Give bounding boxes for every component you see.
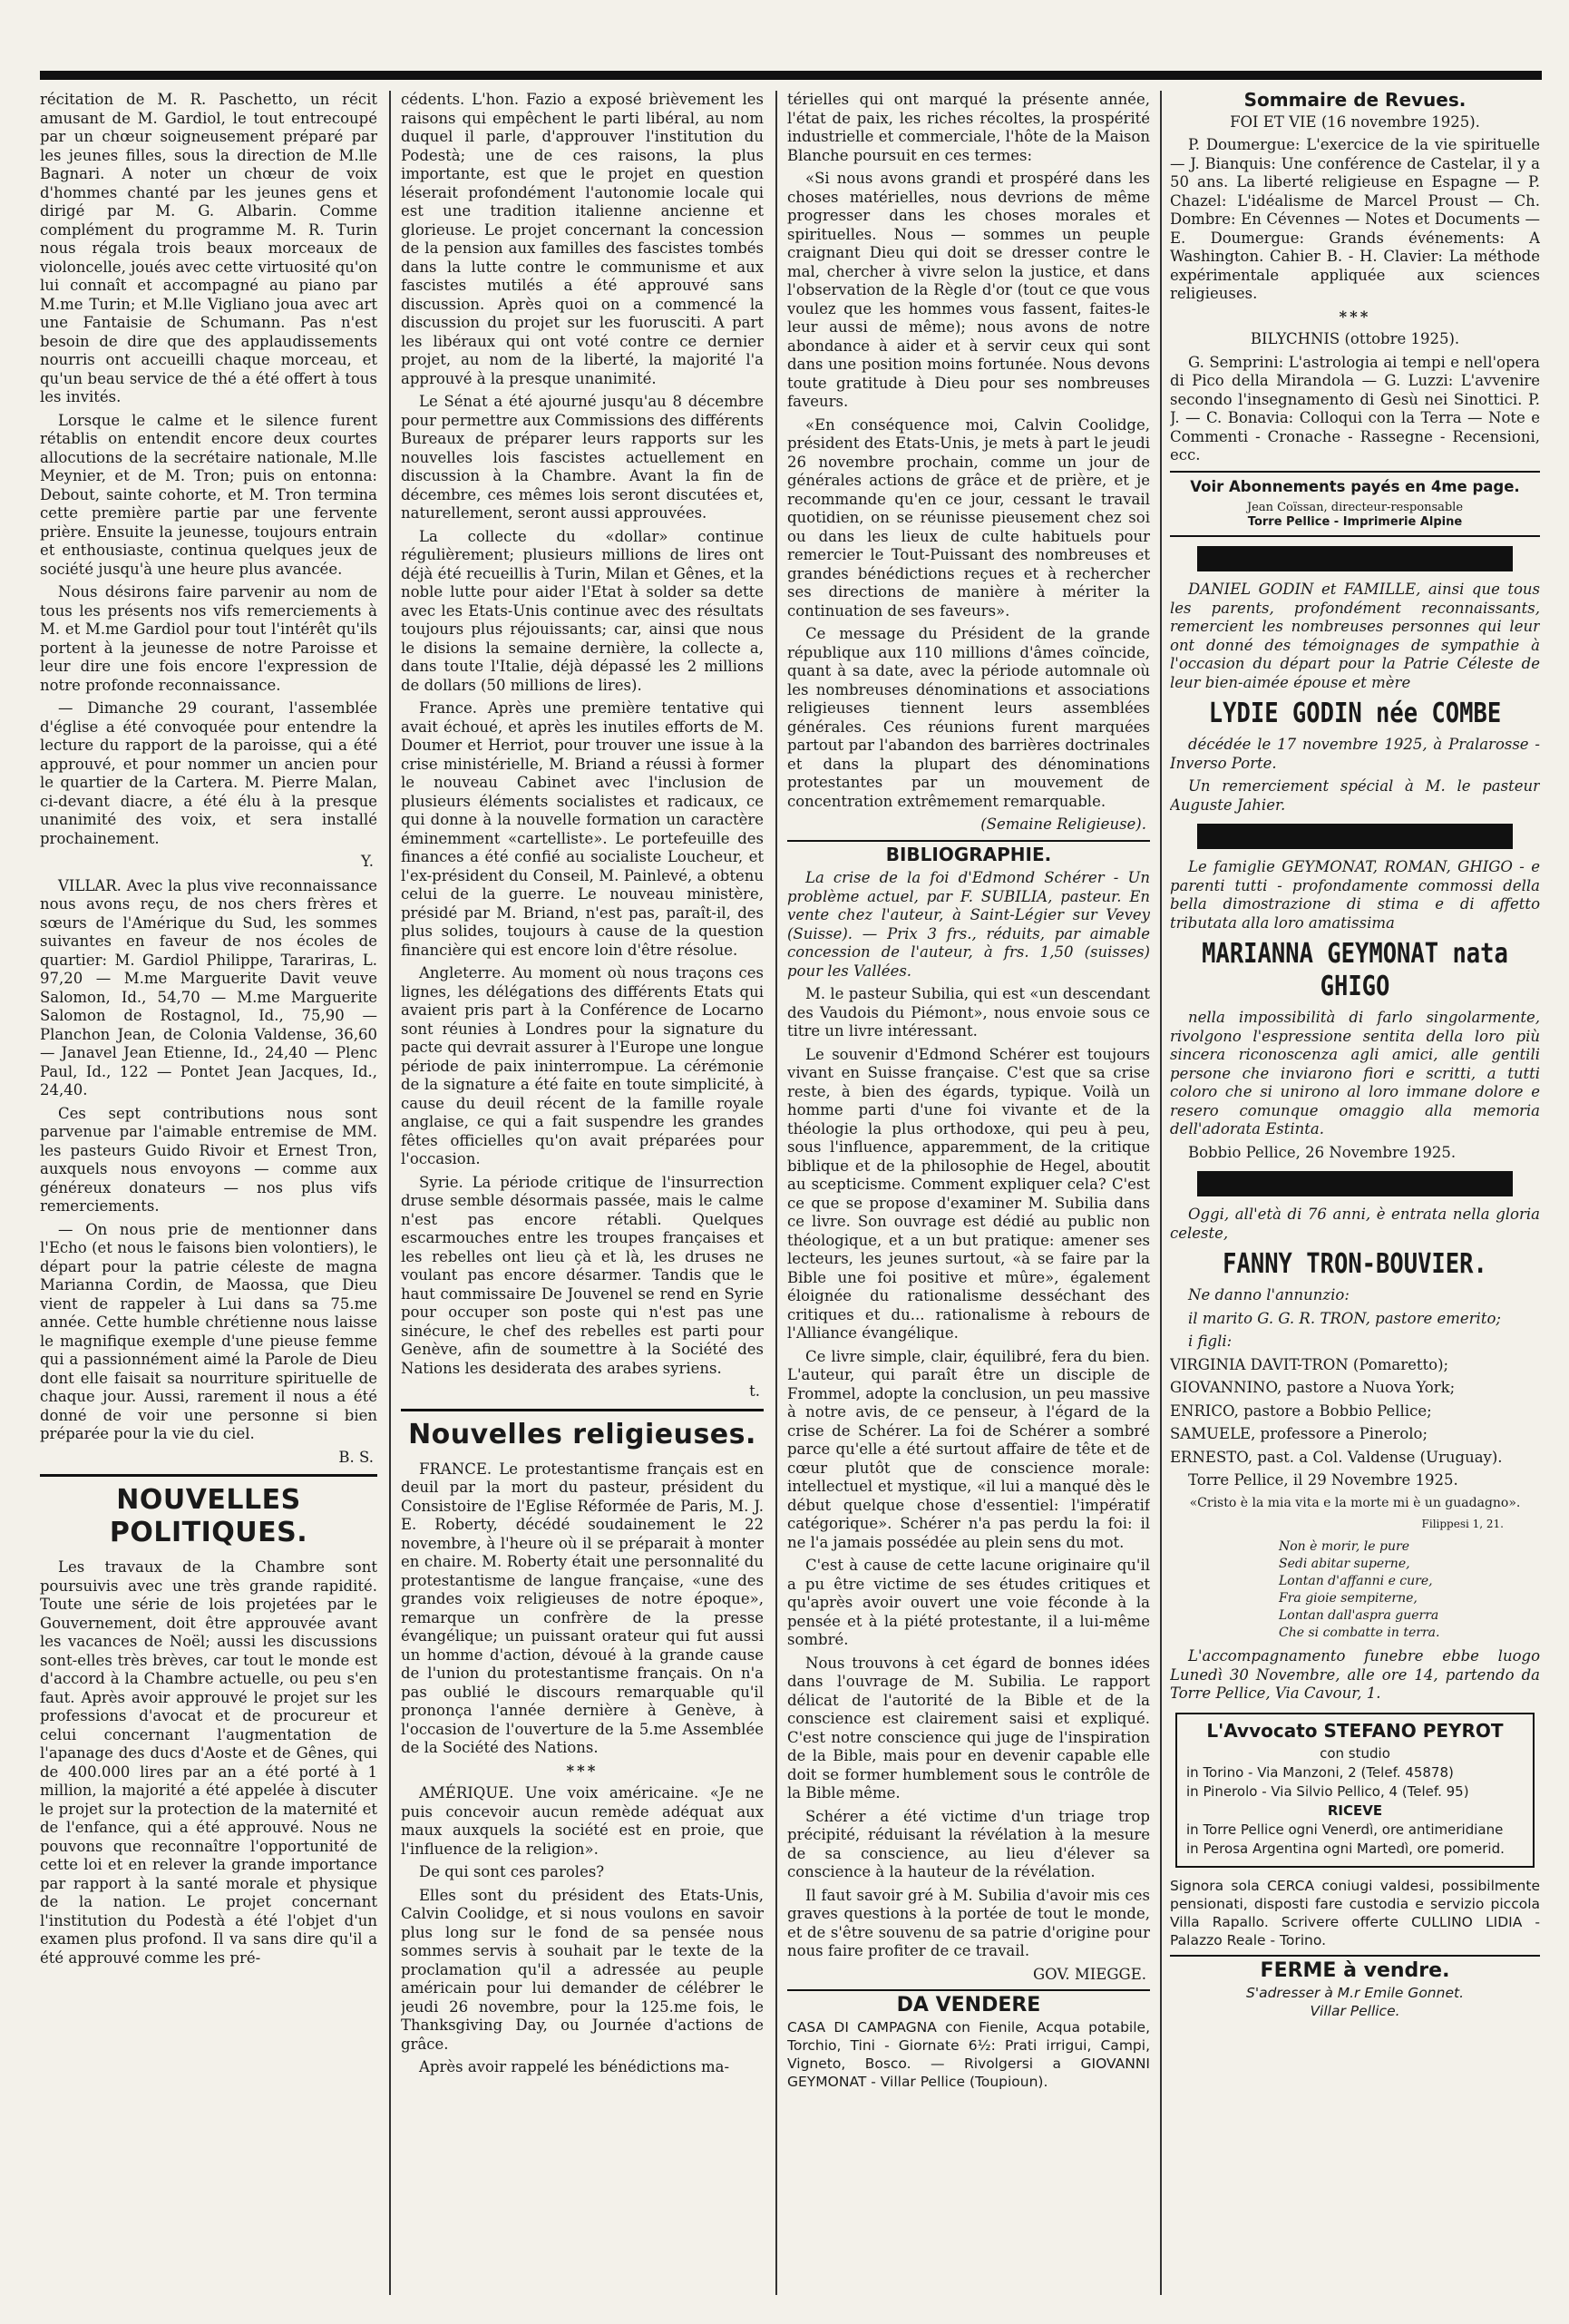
ad-ferme bbox=[1170, 1958, 1540, 2020]
section-heading-religieuses: Nouvelles religieuses. bbox=[408, 1418, 756, 1450]
ad-text: in Perosa Argentina ogni Martedì, ore pomerid. bbox=[1186, 1840, 1505, 1857]
column-divider bbox=[1160, 91, 1162, 2295]
article-text: cédents. L'hon. Fazio a exposé brièvement les raisons qui empêchent le parti libéral, au nom duquel il parle, d'approuver l'institution du Podestà; une de ces raisons, la plus importante, est que le projet en question léserait profondément l'autonomie locale qui est une tradition italienne ancienne et glorieuse. Le projet concernant la concession de la pension aux familles des fascistes tombés dans la lutte contre le communisme et aux fascistes mutilés a été approuvé sans discussion. Après quoi on a commencé la discussion du projet sur les fuorusciti. A part les libéraux qui ont voté contre ce dernier projet, au nom de la liberté, la majorité l'a approuvé à la presque unanimité. bbox=[401, 91, 764, 387]
section-divider bbox=[401, 1409, 764, 1411]
section-divider bbox=[40, 1474, 377, 1477]
obituary-godin-text: DANIEL GODIN et FAMILLE, ainsi que tous les parents, profondément reconnaissants, remercient les nombreuses personnes qui leur ont donné des témoignages de sympathie à l'occasion du départ pour la Patrie Céleste de leur bien-aimée épouse et mère bbox=[1170, 581, 1540, 691]
ad-text: Signora sola CERCA coniugi valdesi, possibilmente pensionati, disposti fare custodia e servizio piccola Villa Rapallo. Scrivere offerte CULLINO LIDIA - Palazzo Reale - Torino. bbox=[1170, 1877, 1540, 1948]
subscriptions-note: Voir Abonnements payés en 4me page. bbox=[1190, 477, 1520, 495]
ad-text: in Torino - Via Manzoni, 2 (Telef. 45878) bbox=[1186, 1763, 1454, 1781]
article-text: Le souvenir d'Edmond Schérer est toujours vivant en Suisse française. C'est que sa crise reste, à bien des égards, typique. Voilà un homme parti d'une foi vivante et de la théologie la plus orthodoxe, qui peu à peu, sous l'influence, apparemment, de la critique biblique et de la philosophie de Hegel, aboutit au scepticisme. Comment expliquer cela? C'est ce que se propose d'examiner M. Subilia dans ce livre. Son ouvrage est dédié au public non théologique, et a un but pratique: amener ses lecteurs, les jeunes surtout, «à se faire par la Bible une foi positive et mûre», également éloignée du rationalisme desséchant des critiques et du... rationalisme à rebours de l'Alliance évangélique. bbox=[787, 1045, 1150, 1342]
obituary-tron-child: GIOVANNINO, pastore a Nuova York; bbox=[1170, 1379, 1456, 1396]
article-text: De qui sont ces paroles? bbox=[419, 1863, 605, 1880]
article-text: Nous désirons faire parvenir au nom de tous les présents nos vifs remerciements à M. et M.me Gardiol pour tout l'intérêt qu'ils portent à la jeunesse de notre Paroisse et leur dire une fois encore l'expression de notre profonde reconnaissance. bbox=[40, 583, 377, 694]
column-1 bbox=[40, 91, 377, 2295]
column-2 bbox=[401, 91, 764, 2295]
section-heading-bibliographie: BIBLIOGRAPHIE. bbox=[787, 840, 1150, 864]
obituary-ghigo-text: Le famiglie GEYMONAT, ROMAN, GHIGO - e parenti tutti - profondamente commossi della bella dimostrazione di stima e di affetto tributata alla loro amatissima bbox=[1170, 858, 1540, 932]
article-text: Le Sénat a été ajourné jusqu'au 8 décembre pour permettre aux Commissions des différents Bureaux de préparer leurs rapports sur les nouvelles lois fascistes actuellement en discussion à la Chambre. Avant la fin de décembre, ces mêmes lois seront discutées et, naturellement, seront aussi approuvées. bbox=[401, 393, 764, 522]
stars-separator: *** bbox=[566, 1762, 599, 1780]
section-heading-politiques: NOUVELLES POLITIQUES. bbox=[109, 1484, 308, 1548]
mourning-bar bbox=[1197, 1171, 1513, 1196]
ad-divider bbox=[787, 1989, 1150, 1991]
article-text: récitation de M. R. Paschetto, un récit amusant de M. Gardiol, le tout entrecoupé par un chœur soigneusement préparé par les jeunes filles, sous la direction de M.lle Bagnari. A noter un chœur de voix d'hommes chanté par les jeunes gens et dirigé par M. G. Albarin. Comme complément du programme M. R. Turin nous régala trois beaux morceaux de violoncelle, joués avec cette virtuosité qu'on lui connaît et accompagné au piano par M.me Turin; et M.lle Vigliano joua avec art une Fantaisie de Schumann. Pas n'est besoin de dire que des applaudissements nourris ont accueilli chaque morceau, et qu'un beau service de thé a été offert à tous les invités. bbox=[40, 91, 377, 405]
article-text: Schérer a été victime d'un triage trop précipité, réduisant la révélation à la mesure de sa conscience, au lieu d'élever sa conscience à la hauteur de la révélation. bbox=[787, 1807, 1150, 1880]
obituary-godin-date: décédée le 17 novembre 1925, à Pralarosse - Inverso Porte. bbox=[1170, 736, 1540, 772]
mourning-bar bbox=[1197, 546, 1513, 571]
article-text: «Si nous avons grandi et prospéré dans les choses matérielles, nous devrions de même progresser dans les choses morales et spirituelles. Nous — sommes un peuple craignant Dieu qui doit se dresser contre le mal, chercher à vivre selon la justice, et dans l'observation de la Règle d'or (tout ce que vous voulez que les hommes vous fassent, faites-le leur aussi de même); nous avons de notre abondance à aider et à servir ceux qui sont dans une position moins fortunée. Nous devons toute gratitude à Dieu pour ses nombreuses faveurs. bbox=[787, 170, 1150, 410]
article-text: AMÉRIQUE. Une voix américaine. «Je ne puis concevoir aucun remède adéquat aux maux auxquels la société est en proie, que l'influence de la religion». bbox=[401, 1784, 764, 1858]
section-heading-sommaire: Sommaire de Revues. bbox=[1243, 91, 1467, 111]
article-text: Ce message du Président de la grande république aux 110 millions d'âmes coïncide, quant à sa date, avec la période automnale où les nombreuses dénominations et associations religieuses tiennent leurs assemblées générales. Ces réunions furent marquées partout par l'abandon des barrières doctrinales et dans la plupart des dénominations protestantes par un mouvement de concentration extrêmement remarquable. bbox=[787, 625, 1150, 810]
ad-title: DA VENDERE bbox=[896, 1994, 1041, 2016]
poem-line: Non è morir, le pure bbox=[1279, 1539, 1409, 1554]
bible-quote: «Cristo è la mia vita e la morte mi è un guadagno». bbox=[1189, 1495, 1521, 1510]
ad-avvocato bbox=[1175, 1713, 1535, 1868]
poem-line: Fra gioie sempiterne, bbox=[1279, 1591, 1418, 1606]
poem bbox=[1170, 1538, 1540, 1642]
ad-text: S'adresser à M.r Emile Gonnet. bbox=[1245, 1984, 1464, 2001]
article-text: Les travaux de la Chambre sont poursuivis avec une très grande rapidité. Toute une série de lois projetées par le Gouvernement, doit être approuvée avant les vacances de Noël; aussi les discussions sont-elles très brèves, car tout le monde est d'accord à la Chambre actuelle, ou peu s'en faut. Après avoir approuvé le projet sur les professions d'avocat et de procureur et celui concernant l'augmentation de l'apanage des ducs d'Aoste et de Gênes, qui de 400.000 lires par an a été porté à 1 million, la majorité a été appelée à discuter le projet sur la protection de la maternité et de l'enfance, qui a été approuvé. Nous ne pouvons que reconnaître l'opportunité de cette loi et en relever la grande importance par rapport à la santé morale et physique de la nation. Le projet concernant l'institution du Podestà a été l'objet d'un examen plus profond. Il va sans dire qu'il a été approuvé comme les pré- bbox=[40, 1558, 377, 1967]
article-text: Syrie. La période critique de l'insurrection druse semble désormais passée, mais le calme n'est pas encore rétabli. Quelques escarmouches entre les troupes françaises et les rebelles ont lieu çà et là, les druses ne voulant pas encore désarmer. Tandis que le haut commissaire De Jouvenel se rend en Syrie pour occuper son poste qui n'est pas une sinécure, le chef des rebelles est parti pour Genève, afin de soumettre à la Société des Nations les desiderata des arabes syriens. bbox=[401, 1173, 764, 1377]
article-text: «En conséquence moi, Calvin Coolidge, président des Etats-Unis, je mets à part le jeudi 26 novembre prochain, comme un jour de générales actions de grâce et de prière, et je recommande qu'en ce jour, cessant le travail quotidien, on se réunisse pieusement chez soi ou dans les lieux de culte habituels pour remercier le Tout-Puissant des nombreuses et grandes bénédictions reçues et à rechercher ses directions de manière à mériter la continuation de ses faveurs». bbox=[787, 415, 1150, 620]
article-text: Elles sont du président des Etats-Unis, Calvin Coolidge, et si nous voulons en savoir plus long sur le fond de sa pensée nous sommes servis à souhait par le texte de la proclamation qu'il a adressée au peuple américain pour lui demander de célébrer le jeudi 26 novembre, pour la 125.me fois, le Thanksgiving Day, ou Journée d'actions de grâce. bbox=[401, 1886, 764, 2053]
ad-title: L'Avvocato STEFANO PEYROT bbox=[1206, 1719, 1504, 1742]
ad-title: FERME à vendre. bbox=[1260, 1958, 1450, 1982]
review-heading: FOI ET VIE (16 novembre 1925). bbox=[1230, 112, 1480, 131]
stars-separator: *** bbox=[1339, 308, 1371, 326]
signature: t. bbox=[749, 1382, 760, 1400]
ad-text: Villar Pellice. bbox=[1310, 2002, 1400, 2019]
poem-line: Che si combatte in terra. bbox=[1279, 1626, 1440, 1640]
obituary-ghigo-message: nella impossibilità di farlo singolarmente, rivolgono l'espressione sentita della loro più sincera riconoscenza agli amici, alle gentili persone che inviarono fiori e scritti, a tutti coloro che si unirono al loro immane dolore e resero comunque omaggio alla memoria dell'adorata Estinta. bbox=[1170, 1009, 1540, 1138]
column-divider bbox=[389, 91, 391, 2295]
ad-divider bbox=[1170, 1955, 1540, 1957]
ad-text: RICEVE bbox=[1327, 1802, 1383, 1819]
mourning-bar bbox=[1197, 824, 1513, 849]
column-divider bbox=[775, 91, 777, 2295]
ad-signora bbox=[1170, 1877, 1540, 1949]
review-text: P. Doumergue: L'exercice de la vie spirituelle — J. Bianquis: Une conférence de Castelar, il y a 50 ans. La liberté religieuse en Espagne — P. Chazel: L'idéalisme de Marcel Proust — Ch. Dombre: En Cévennes — Notes et Documents — E. Doumergue: Grands événements: A Washington. Cahier B. - H. Clavier: La méthode expérimentale appliquée aux sciences religieuses. bbox=[1170, 136, 1540, 302]
article-text: Lorsque le calme et le silence furent rétablis on entendit encore deux courtes allocutions de la secrétaire nationale, M.lle Meynier, et de M. Tron; puis on entonna: Debout, sainte cohorte, et M. Tron termina cette première partie par une fervente prière. Ensuite la jeunesse, toujours entrain et enthousiaste, continua quelques jeux de société jusqu'à une heure plus avancée. bbox=[40, 411, 377, 578]
article-text: Ces sept contributions nous sont parvenue par l'aimable entremise de MM. les pasteurs Guido Rivoir et Ernest Tron, auxquels nous envoyons — comme aux généreux donateurs — nos plus vifs remerciements. bbox=[40, 1104, 377, 1215]
poem-line: Sedi abitar superne, bbox=[1279, 1557, 1410, 1571]
signature: Y. bbox=[360, 853, 374, 870]
signature: B. S. bbox=[338, 1448, 374, 1466]
poem-line: Lontan d'affanni e cure, bbox=[1279, 1574, 1433, 1588]
article-text: La collecte du «dollar» continue régulièrement; plusieurs millions de lires ont déjà été recueillis à Turin, Milan et Gênes, et la noble lutte pour aider l'Etat à solder sa dette avec les Etats-Unis continue avec des résultats toujours plus réjouissants; car, ainsi que nous le disions la semaine dernière, la collecte a, dans toute l'Italie, déjà dépassé les 2 millions de dollars (50 millions de lires). bbox=[401, 527, 764, 694]
obituary-tron-name: FANNY TRON-BOUVIER. bbox=[1223, 1248, 1487, 1280]
article-text: Après avoir rappelé les bénédictions ma- bbox=[419, 2058, 730, 2075]
ad-text: con studio bbox=[1320, 1744, 1390, 1762]
ad-text: in Pinerolo - Via Silvio Pellico, 4 (Telef. 95) bbox=[1186, 1782, 1469, 1800]
column-4 bbox=[1170, 91, 1540, 2295]
article-text: Ce livre simple, clair, équilibré, fera du bien. L'auteur, qui paraît être un disciple de Frommel, adopte la conclusion, un peu massive à notre avis, de ce penseur, à l'égard de la crise de Schérer. La foi de Schérer a sombré parce qu'elle a été surtout affaire de tête et de cœur plutôt que de conscience morale: intellectuel et mystique, «il lui a manqué dès le début quelque chose d'essentiel: l'impératif catégorique». Schérer n'a pas perdu la foi: il ne l'a jamais possédée au plein sens du mot. bbox=[787, 1347, 1150, 1551]
article-text: térielles qui ont marqué la présente année, l'état de paix, les riches récoltes, la prospérité industrielle et commerciale, l'hôte de la Maison Blanche poursuit en ces termes: bbox=[787, 91, 1150, 164]
ad-text: CASA DI CAMPAGNA con Fienile, Acqua potabile, Torchio, Tini - Giornate 6½: Prati irrigui, Campi, Vigneto, Bosco. — Rivolgersi a GIOVANNI GEYMONAT - Villar Pellice (Toupioun). bbox=[787, 2019, 1150, 2090]
article-text: C'est à cause de cette lacune originaire qu'il a pu être victime de ses études critiques et qu'après avoir ouvert une voie féconde à la pensée et à la piété protestante, il a lui-même sombré. bbox=[787, 1557, 1150, 1648]
printer-credit: Torre Pellice - Imprimerie Alpine bbox=[1247, 515, 1463, 529]
ad-text: in Torre Pellice ogni Venerdì, ore antimeridiane bbox=[1186, 1821, 1504, 1838]
book-reference: La crise de la foi d'Edmond Schérer - Un problème actuel, par F. SUBILIA, pasteur. En vente chez l'auteur, à Saint-Légier sur Vevey (Suisse). — Prix 3 frs., réduits, par aimable concession de l'auteur, à frs. 1,50 (suisses) pour les Vallées. bbox=[787, 869, 1150, 980]
review-heading: BILYCHNIS (ottobre 1925). bbox=[1250, 330, 1460, 347]
obituary-tron-child: ENRICO, pastore a Bobbio Pellice; bbox=[1170, 1401, 1432, 1420]
poem-line: Lontan dall'aspra guerra bbox=[1279, 1608, 1439, 1623]
obituary-tron-husband: il marito G. G. R. TRON, pastore emerito; bbox=[1188, 1309, 1501, 1327]
top-rule bbox=[40, 71, 1542, 80]
obituary-godin-thanks: Un remerciement spécial à M. le pasteur Auguste Jahier. bbox=[1170, 777, 1540, 814]
obituary-tron-children-label: i figli: bbox=[1188, 1333, 1233, 1350]
article-text: M. le pasteur Subilia, qui est «un descendant des Vaudois du Piémont», nous envoie sous ce titre un livre intéressant. bbox=[787, 985, 1150, 1040]
signature: GOV. MIEGGE. bbox=[1032, 1965, 1146, 1983]
obituary-tron-text: Oggi, all'età di 76 anni, è entrata nella gloria celeste, bbox=[1170, 1206, 1540, 1242]
obituary-tron-child: ERNESTO, past. a Col. Valdense (Uruguay). bbox=[1170, 1448, 1503, 1466]
director-credit: Jean Coïssan, directeur-responsable bbox=[1246, 501, 1464, 514]
obituary-godin-name: LYDIE GODIN née COMBE bbox=[1208, 698, 1502, 729]
source-credit: (Semaine Religieuse). bbox=[980, 815, 1146, 833]
obituary-tron-annunzio: Ne danno l'annunzio: bbox=[1188, 1286, 1350, 1304]
column-3 bbox=[787, 91, 1150, 2295]
review-text: G. Semprini: L'astrologia ai tempi e nell'opera di Pico della Mirandola — G. Luzzi: L'avvenire secondo l'insegnamento di Gesù nei Sinottici. P. J. — C. Bonavia: Colloqui con la Terra — Note e Commenti - Cronache - Rassegne - Recensioni, ecc. bbox=[1170, 353, 1540, 464]
bible-reference: Filippesi 1, 21. bbox=[1421, 1517, 1504, 1530]
article-text: Nous trouvons à cet égard de bonnes idées dans l'ouvrage de M. Subilia. Le rapport délicat de l'autorité de la Bible et de la conscience est clairement saisi et expliqué. C'est notre conscience qui juge de l'inspiration de la Bible, mais pour en devenir capable elle doit se former humblement sous le contrôle de la Bible même. bbox=[787, 1654, 1150, 1802]
newspaper-page bbox=[40, 91, 1542, 2304]
funeral-notice: L'accompagnamento funebre ebbe luogo Lunedì 30 Novembre, alle ore 14, partendo da Torre Pellice, Via Cavour, 1. bbox=[1170, 1647, 1540, 1702]
article-text: VILLAR. Avec la plus vive reconnaissance nous avons reçu, de nos chers frères et sœurs de l'Amérique du Sud, les sommes suivantes en faveur de nos écoles de quartier: M. Gardiol Philippe, Tarariras, L. 97,20 — M.me Marguerite Davit veuve Salomon, Id., 54,70 — M.me Marguerite Salomon de Rostagnol, Id., 75,90 — Planchon Jean, de Colonia Valdense, 36,60 — Janavel Jean Etienne, Id., 24,40 — Plenc Paul, Id., 122 — Pontet Jean Jacques, Id., 24,40. bbox=[40, 876, 377, 1099]
article-text: Il faut savoir gré à M. Subilia d'avoir mis ces graves questions à la portée de tout le monde, et de s'être souvenu de sa patrie d'origine pour nous faire profiter de ce travail. bbox=[787, 1886, 1150, 1959]
obituary-tron-child: SAMUELE, professore a Pinerolo; bbox=[1170, 1425, 1428, 1442]
divider bbox=[1170, 471, 1540, 473]
obituary-tron-place: Torre Pellice, il 29 Novembre 1925. bbox=[1188, 1471, 1458, 1489]
obituary-tron-child: VIRGINIA DAVIT-TRON (Pomaretto); bbox=[1170, 1355, 1449, 1373]
article-text: France. Après une première tentative qui avait échoué, et après les inutiles efforts de M. Doumer et Herriot, pour trouver une issue à la crise ministérielle, M. Briand a réussi à former le nouveau Cabinet avec l'inclusion de plusieurs éléments socialistes et radicaux, ce qui donne à la nouvelle formation un caractère éminemment «cartelliste». Le portefeuille des finances a été confié au socialiste Loucheur, et l'ex-président du Conseil, M. Painlevé, a obtenu celui de la guerre. Le nouveau ministère, présidé par M. Briand, n'est pas, paraît-il, des plus solides, toujours à cause de la question financière qui est encore loin d'être résolue. bbox=[401, 699, 764, 959]
obituary-ghigo-name: MARIANNA GEYMONAT nata GHIGO bbox=[1202, 938, 1508, 1002]
article-text: FRANCE. Le protestantisme français est en deuil par la mort du pasteur, président du Consistoire de l'Eglise Réformée de Paris, M. J. E. Roberty, décédé soudainement le 22 novembre, à l'heure où il se préparait à monter en chaire. M. Roberty était une personnalité du protestantisme de langue française, «une des grandes voix religieuses de notre époque», remarque un confrère de la presse évangélique; un puissant orateur qui fut aussi un homme d'action, dévoué à la grande cause de l'union du protestantisme français. On n'a pas oublié le discours remarquable qu'il prononça l'année dernière à Genève, à l'occasion de l'ouverture de la 5.me Assemblée de la Société des Nations. bbox=[401, 1460, 764, 1756]
obituary-ghigo-place: Bobbio Pellice, 26 Novembre 1925. bbox=[1188, 1143, 1457, 1161]
divider bbox=[1170, 535, 1540, 537]
article-text: Angleterre. Au moment où nous traçons ces lignes, les délégations des différents Etats qui avaient pris part à la Conférence de Locarno sont réunies à Londres pour la signature du pacte qui devrait assurer à l'Europe une longue période de paix ininterrompue. La cérémonie de la signature a été faite en toute simplicité, à cause du deuil récent de la famille royale anglaise, ce qui a fait suspendre les grandes fêtes officielles qu'on avait préparées pour l'occasion. bbox=[401, 964, 764, 1167]
ad-da-vendere bbox=[787, 1994, 1150, 2091]
article-text: — On nous prie de mentionner dans l'Echo (et nous le faisons bien volontiers), le départ pour la patrie céleste de magna Marianna Cordin, de Maossa, que Dieu vient de rappeler à Lui dans sa 75.me année. Cette humble chrétienne nous laisse le magnifique exemple d'une pieuse femme qui a passionnément aimé la Parole de Dieu dont elle faisait sa nourriture spirituelle de chaque jour. Aussi, rarement il nous a été donné de voir une personne si bien préparée pour la vie du ciel. bbox=[40, 1220, 377, 1442]
article-text: — Dimanche 29 courant, l'assemblée d'église a été convoquée pour entendre la lecture du rapport de la paroisse, qui a été approuvé, et pour nommer un ancien pour le quartier de la Cartera. M. Pierre Malan, ci-devant diacre, a été élu à la presque unanimité des voix, et sera installé prochainement. bbox=[40, 699, 377, 847]
